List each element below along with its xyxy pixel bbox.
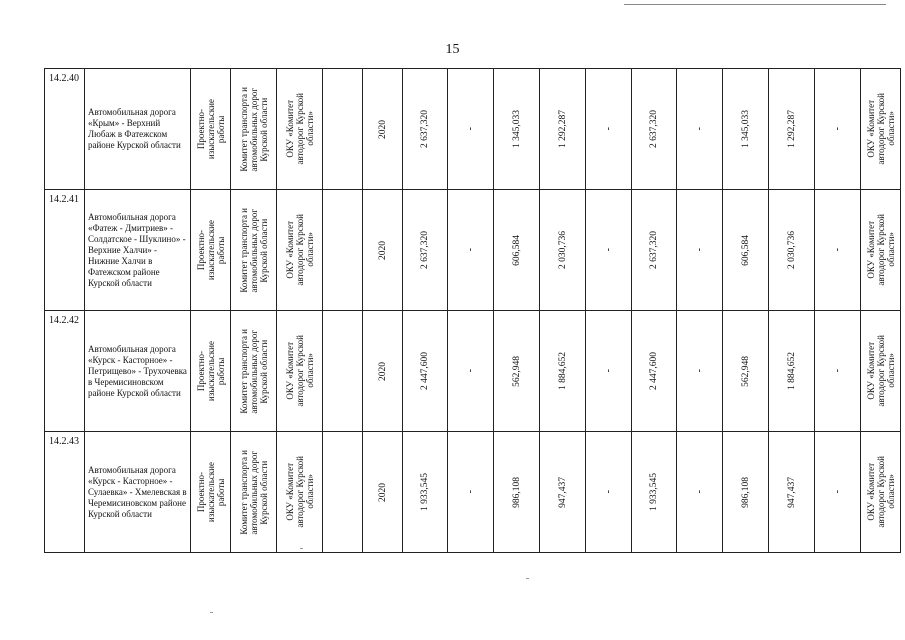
work-type-cell-text — [196, 220, 226, 280]
executor-cell-line: автодорог Курской — [294, 93, 305, 165]
year-cell-text: 2020 — [377, 361, 388, 381]
total-2-cell — [632, 311, 677, 432]
executor-cell-line: области» — [304, 353, 315, 389]
other-2-cell-text: - — [831, 127, 843, 131]
local-2-cell-wrap — [769, 477, 814, 508]
executor-cell-text — [285, 456, 315, 528]
regional-2-cell-wrap — [723, 110, 768, 148]
total-cell-text: 1 933,545 — [420, 473, 430, 511]
regional-cell — [494, 311, 540, 432]
regional-cell-text: 606,584 — [511, 234, 522, 266]
year-cell — [363, 432, 403, 553]
scan-speck — [300, 548, 303, 549]
responsible-cell-line: Курской области — [258, 339, 269, 403]
table-row — [45, 69, 901, 190]
recipient-cell-line: автодорог Курской — [875, 214, 886, 286]
recipient-cell-line: ОКУ «Комитет — [865, 100, 876, 158]
federal-cell-text: - — [464, 127, 476, 131]
recipient-cell-line: ОКУ «Комитет — [865, 463, 876, 521]
other-2-cell — [815, 69, 861, 190]
other-cell — [586, 311, 632, 432]
work-type-cell-line: Проектно- — [195, 471, 206, 513]
executor-cell — [277, 69, 323, 190]
responsible-cell-text — [239, 329, 269, 414]
work-type-cell — [191, 190, 231, 311]
federal-2-cell-text: - — [693, 369, 705, 373]
recipient-cell-line: ОКУ «Комитет — [865, 221, 876, 279]
table-row — [45, 190, 901, 311]
work-type-cell-line: Проектно- — [195, 108, 206, 150]
federal-2-cell-wrap — [677, 490, 722, 493]
other-2-cell-text: - — [831, 490, 843, 494]
regional-cell — [494, 69, 540, 190]
federal-cell — [448, 432, 494, 553]
table-row — [45, 311, 901, 432]
total-2-cell-text: 2 637,320 — [649, 231, 659, 269]
responsible-cell — [231, 311, 277, 432]
regional-cell-wrap — [494, 110, 539, 148]
executor-cell — [277, 190, 323, 311]
work-type-cell-line: работы — [215, 478, 226, 506]
other-2-cell-wrap — [815, 127, 860, 130]
recipient-cell-wrap — [861, 93, 900, 165]
regional-2-cell — [723, 311, 769, 432]
recipient-cell-text — [866, 335, 896, 407]
regional-cell — [494, 190, 540, 311]
federal-2-cell-text: - — [693, 127, 705, 131]
local-cell — [540, 432, 586, 553]
other-cell-wrap — [586, 248, 631, 251]
executor-cell-line: ОКУ «Комитет — [284, 463, 295, 521]
regional-cell-wrap — [494, 356, 539, 387]
responsible-cell-line: автомобильных дорог — [248, 329, 259, 413]
local-2-cell-text: 1 884,652 — [786, 352, 797, 390]
work-type-cell-text — [196, 99, 226, 159]
local-cell — [540, 190, 586, 311]
work-type-cell-text — [196, 341, 226, 401]
other-cell — [586, 190, 632, 311]
total-2-cell — [632, 69, 677, 190]
responsible-cell-line: Курской области — [258, 218, 269, 282]
work-type-cell-wrap — [191, 99, 230, 159]
total-cell — [403, 311, 448, 432]
total-cell-wrap — [403, 352, 447, 390]
empty-cell — [323, 432, 363, 553]
recipient-cell-line: автодорог Курской — [875, 335, 886, 407]
responsible-cell-line: автомобильных дорог — [248, 87, 259, 171]
federal-2-cell — [677, 69, 723, 190]
federal-cell-wrap — [448, 369, 493, 372]
executor-cell-wrap — [277, 214, 322, 286]
responsible-cell-line: Курской области — [258, 460, 269, 524]
scan-speck — [210, 612, 213, 613]
road-name: Автомобильная дорога «Фатеж - Дмитриев» - Солдатское - Шуклино» - Верхние Халчи» - Нижние Халчи в Фатежском районе Курской области — [85, 190, 191, 311]
recipient-cell-line: области» — [885, 232, 896, 268]
local-2-cell — [769, 190, 815, 311]
federal-cell-text: - — [464, 369, 476, 373]
empty-cell — [323, 190, 363, 311]
total-cell-wrap — [403, 110, 447, 148]
executor-cell-wrap — [277, 335, 322, 407]
regional-2-cell-wrap — [723, 235, 768, 266]
recipient-cell — [861, 190, 901, 311]
recipient-cell-text — [866, 93, 896, 165]
local-2-cell — [769, 432, 815, 553]
work-type-cell — [191, 69, 231, 190]
executor-cell-wrap — [277, 456, 322, 528]
local-cell-text: 947,437 — [557, 476, 568, 508]
federal-2-cell-wrap — [677, 248, 722, 251]
executor-cell-line: ОКУ «Комитет — [284, 100, 295, 158]
executor-cell-wrap — [277, 93, 322, 165]
recipient-cell-line: области» — [885, 474, 896, 510]
work-type-cell-wrap — [191, 462, 230, 522]
executor-cell-line: области» — [304, 474, 315, 510]
total-2-cell — [632, 432, 677, 553]
regional-cell-wrap — [494, 235, 539, 266]
local-cell-text: 2 030,736 — [557, 231, 568, 269]
work-type-cell-line: работы — [215, 115, 226, 143]
year-cell — [363, 190, 403, 311]
federal-cell-wrap — [448, 248, 493, 251]
federal-2-cell-text: - — [693, 248, 705, 252]
regional-2-cell-text: 1 345,033 — [740, 110, 751, 148]
responsible-cell-wrap — [231, 208, 276, 293]
local-2-cell-text: 1 292,287 — [786, 110, 797, 148]
work-type-cell-wrap — [191, 220, 230, 280]
year-cell-text: 2020 — [377, 119, 388, 139]
other-2-cell-wrap — [815, 490, 860, 493]
year-cell-wrap — [363, 483, 402, 502]
work-type-cell-line: Проектно- — [195, 229, 206, 271]
local-2-cell-text: 2 030,736 — [786, 231, 797, 269]
road-name: Автомобильная дорога «Курск - Касторное» - Петрищево» - Трухочевка в Черемисиновском районе Курской области — [85, 311, 191, 432]
other-cell-text: - — [602, 127, 614, 131]
other-2-cell-wrap — [815, 248, 860, 251]
regional-cell-text: 986,108 — [511, 476, 522, 508]
recipient-cell — [861, 311, 901, 432]
other-2-cell — [815, 190, 861, 311]
program-table — [44, 68, 901, 553]
executor-cell-line: автодорог Курской — [294, 335, 305, 407]
other-cell-wrap — [586, 490, 631, 493]
local-cell-wrap — [540, 231, 585, 269]
local-2-cell-text: 947,437 — [786, 476, 797, 508]
executor-cell-line: автодорог Курской — [294, 456, 305, 528]
responsible-cell-line: Курской области — [258, 97, 269, 161]
total-2-cell-text: 2 637,320 — [649, 110, 659, 148]
work-type-cell-wrap — [191, 341, 230, 401]
total-cell — [403, 190, 448, 311]
local-cell-text: 1 292,287 — [557, 110, 568, 148]
total-cell-text: 2 637,320 — [420, 231, 430, 269]
federal-cell-text: - — [464, 490, 476, 494]
regional-2-cell-text: 986,108 — [740, 476, 751, 508]
local-cell-wrap — [540, 352, 585, 390]
total-cell-wrap — [403, 473, 447, 511]
responsible-cell-wrap — [231, 450, 276, 535]
local-cell — [540, 69, 586, 190]
row-index: 14.2.42 — [45, 311, 85, 432]
responsible-cell-text — [239, 450, 269, 535]
total-2-cell-wrap — [632, 352, 676, 390]
table-row — [45, 432, 901, 553]
row-index: 14.2.43 — [45, 432, 85, 553]
total-2-cell-wrap — [632, 231, 676, 269]
regional-2-cell — [723, 190, 769, 311]
executor-cell — [277, 432, 323, 553]
empty-cell — [323, 311, 363, 432]
responsible-cell-wrap — [231, 329, 276, 414]
other-cell — [586, 69, 632, 190]
recipient-cell-line: области» — [885, 111, 896, 147]
local-cell-wrap — [540, 477, 585, 508]
empty-cell — [323, 69, 363, 190]
regional-2-cell — [723, 69, 769, 190]
recipient-cell-line: автодорог Курской — [875, 456, 886, 528]
year-cell — [363, 69, 403, 190]
recipient-cell-line: области» — [885, 353, 896, 389]
federal-2-cell — [677, 311, 723, 432]
year-cell-wrap — [363, 120, 402, 139]
responsible-cell — [231, 190, 277, 311]
executor-cell-line: области» — [304, 111, 315, 147]
other-cell-text: - — [602, 248, 614, 252]
regional-2-cell-wrap — [723, 477, 768, 508]
other-cell-text: - — [602, 369, 614, 373]
other-cell-text: - — [602, 490, 614, 494]
other-cell-wrap — [586, 127, 631, 130]
federal-cell — [448, 190, 494, 311]
other-2-cell — [815, 432, 861, 553]
responsible-cell — [231, 69, 277, 190]
responsible-cell-line: Комитет транспорта и — [238, 328, 249, 414]
executor-cell-line: автодорог Курской — [294, 214, 305, 286]
regional-cell — [494, 432, 540, 553]
work-type-cell-line: работы — [215, 357, 226, 385]
local-cell — [540, 311, 586, 432]
regional-2-cell-wrap — [723, 356, 768, 387]
other-cell — [586, 432, 632, 553]
year-cell-wrap — [363, 241, 402, 260]
recipient-cell — [861, 69, 901, 190]
top-rule — [624, 4, 886, 5]
federal-cell-wrap — [448, 490, 493, 493]
regional-cell-text: 1 345,033 — [511, 110, 522, 148]
local-cell-wrap — [540, 110, 585, 148]
local-2-cell-wrap — [769, 231, 814, 269]
total-cell — [403, 432, 448, 553]
federal-cell-wrap — [448, 127, 493, 130]
recipient-cell-wrap — [861, 214, 900, 286]
recipient-cell-wrap — [861, 335, 900, 407]
federal-cell-text: - — [464, 248, 476, 252]
federal-2-cell — [677, 190, 723, 311]
responsible-cell-line: Комитет транспорта и — [238, 207, 249, 293]
scan-speck — [526, 578, 529, 579]
local-2-cell-wrap — [769, 352, 814, 390]
federal-2-cell-wrap — [677, 127, 722, 130]
total-cell-text: 2 637,320 — [420, 110, 430, 148]
federal-cell — [448, 311, 494, 432]
federal-2-cell — [677, 432, 723, 553]
year-cell-text: 2020 — [377, 240, 388, 260]
total-cell-wrap — [403, 231, 447, 269]
work-type-cell — [191, 311, 231, 432]
local-2-cell — [769, 311, 815, 432]
regional-2-cell — [723, 432, 769, 553]
responsible-cell-line: автомобильных дорог — [248, 450, 259, 534]
total-2-cell-text: 1 933,545 — [649, 473, 659, 511]
regional-2-cell-text: 562,948 — [740, 355, 751, 387]
work-type-cell — [191, 432, 231, 553]
total-2-cell — [632, 190, 677, 311]
responsible-cell-text — [239, 87, 269, 172]
federal-2-cell-wrap — [677, 369, 722, 372]
road-name: Автомобильная дорога «Крым» - Верхний Любаж в Фатежском районе Курской области — [85, 69, 191, 190]
federal-cell — [448, 69, 494, 190]
total-cell — [403, 69, 448, 190]
recipient-cell-text — [866, 214, 896, 286]
regional-2-cell-text: 606,584 — [740, 234, 751, 266]
total-2-cell-wrap — [632, 473, 676, 511]
work-type-cell-line: работы — [215, 236, 226, 264]
executor-cell-line: ОКУ «Комитет — [284, 342, 295, 400]
regional-cell-text: 562,948 — [511, 355, 522, 387]
year-cell-text: 2020 — [377, 482, 388, 502]
executor-cell-text — [285, 93, 315, 165]
road-name: Автомобильная дорога «Курск - Касторное» - Сулаевка» - Хмелевская в Черемисиновском районе Курской области — [85, 432, 191, 553]
recipient-cell-text — [866, 456, 896, 528]
year-cell-wrap — [363, 362, 402, 381]
local-2-cell-wrap — [769, 110, 814, 148]
responsible-cell-text — [239, 208, 269, 293]
federal-2-cell-text: - — [693, 490, 705, 494]
total-cell-text: 2 447,600 — [420, 352, 430, 390]
other-2-cell-wrap — [815, 369, 860, 372]
work-type-cell-line: Проектно- — [195, 350, 206, 392]
work-type-cell-line: изыскательские — [205, 461, 216, 523]
recipient-cell — [861, 432, 901, 553]
total-2-cell-wrap — [632, 110, 676, 148]
regional-cell-wrap — [494, 477, 539, 508]
year-cell — [363, 311, 403, 432]
other-2-cell-text: - — [831, 248, 843, 252]
responsible-cell-line: Комитет транспорта и — [238, 449, 249, 535]
other-2-cell — [815, 311, 861, 432]
work-type-cell-line: изыскательские — [205, 340, 216, 402]
other-2-cell-text: - — [831, 369, 843, 373]
responsible-cell — [231, 432, 277, 553]
work-type-cell-text — [196, 462, 226, 522]
executor-cell-text — [285, 214, 315, 286]
executor-cell-line: ОКУ «Комитет — [284, 221, 295, 279]
responsible-cell-wrap — [231, 87, 276, 172]
recipient-cell-line: автодорог Курской — [875, 93, 886, 165]
executor-cell — [277, 311, 323, 432]
recipient-cell-wrap — [861, 456, 900, 528]
responsible-cell-line: автомобильных дорог — [248, 208, 259, 292]
total-2-cell-text: 2 447,600 — [649, 352, 659, 390]
row-index: 14.2.40 — [45, 69, 85, 190]
local-cell-text: 1 884,652 — [557, 352, 568, 390]
row-index: 14.2.41 — [45, 190, 85, 311]
local-2-cell — [769, 69, 815, 190]
work-type-cell-line: изыскательские — [205, 98, 216, 160]
executor-cell-text — [285, 335, 315, 407]
responsible-cell-line: Комитет транспорта и — [238, 86, 249, 172]
recipient-cell-line: ОКУ «Комитет — [865, 342, 876, 400]
page-number: 15 — [445, 42, 460, 57]
work-type-cell-line: изыскательские — [205, 219, 216, 281]
executor-cell-line: области» — [304, 232, 315, 268]
other-cell-wrap — [586, 369, 631, 372]
